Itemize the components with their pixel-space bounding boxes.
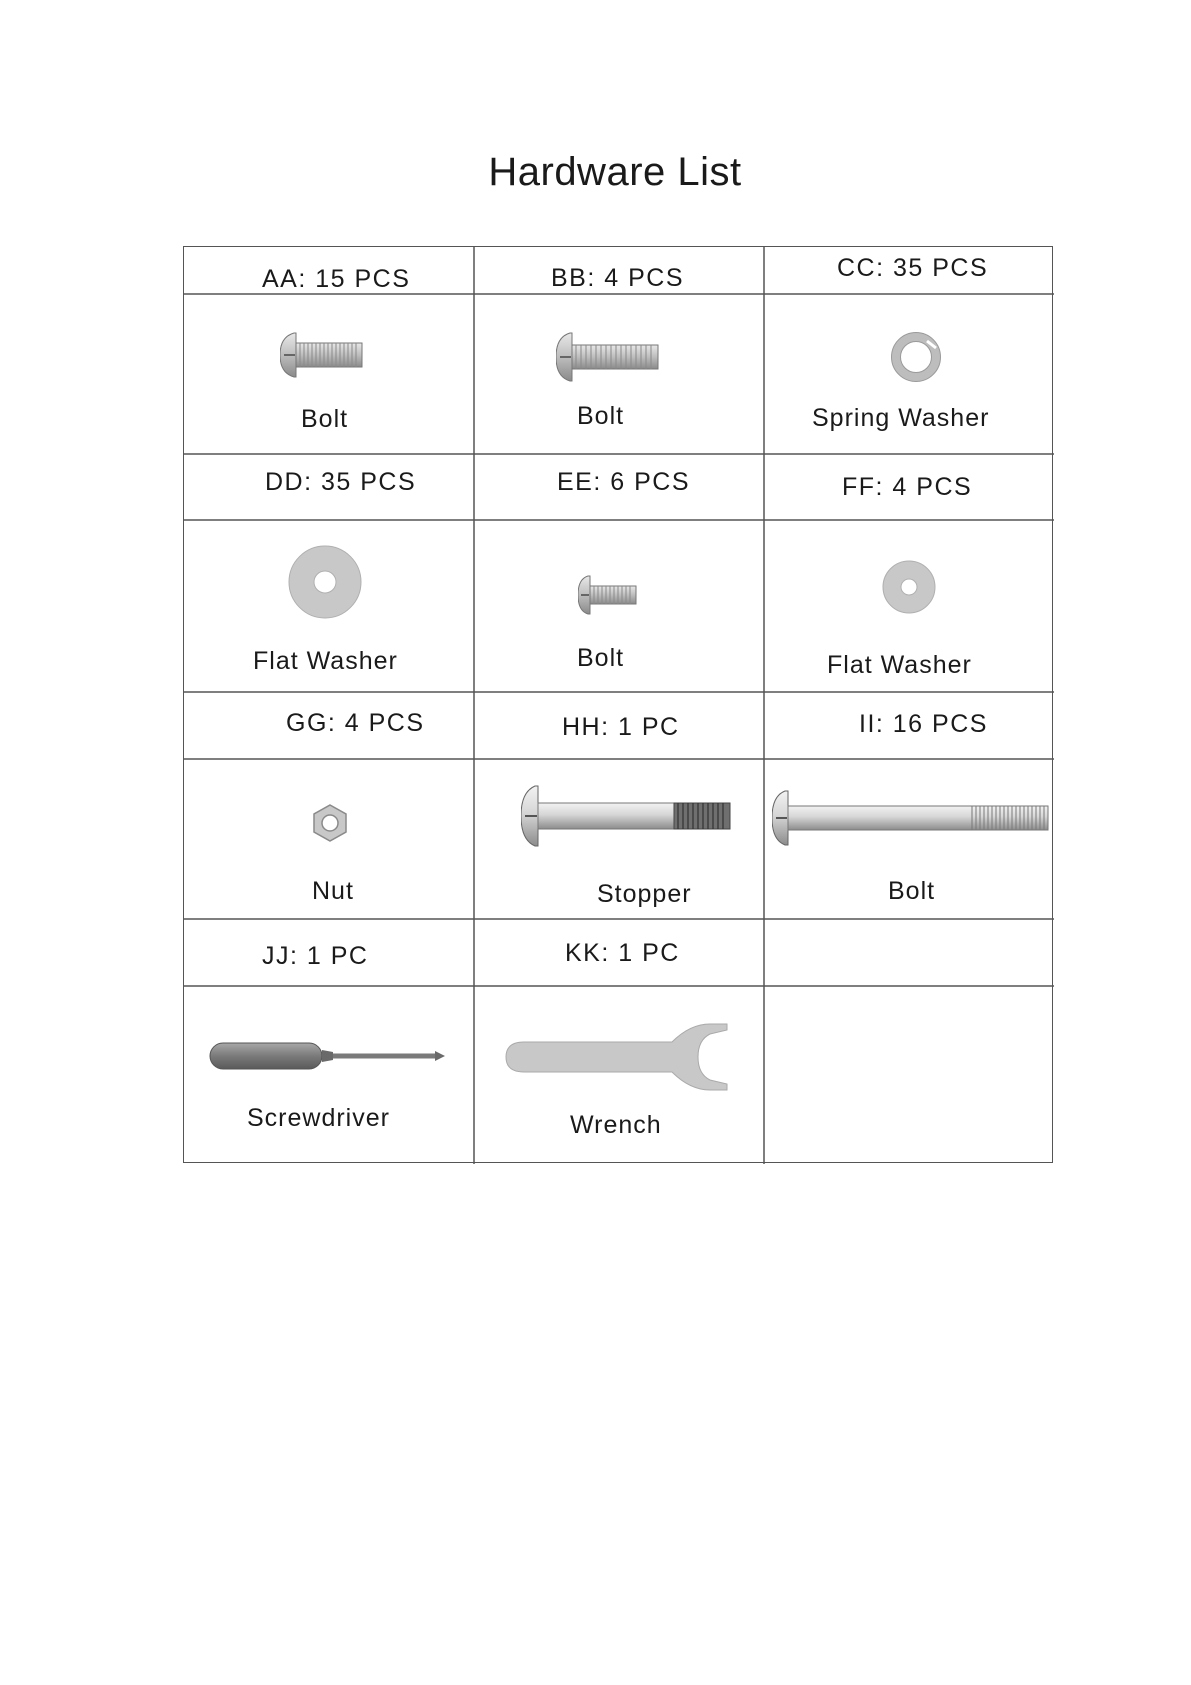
spring-washer-icon	[890, 331, 942, 388]
hardware-table	[183, 246, 1053, 1163]
item-code-cc: CC: 35 PCS	[837, 254, 989, 282]
item-name-jj: Screwdriver	[247, 1104, 390, 1132]
item-name-cc: Spring Washer	[812, 404, 990, 432]
item-code-jj: JJ: 1 PC	[262, 942, 369, 970]
item-code-dd: DD: 35 PCS	[265, 468, 417, 496]
item-name-ee: Bolt	[577, 644, 625, 672]
item-code-aa: AA: 15 PCS	[262, 265, 411, 293]
item-code-ii: II: 16 PCS	[859, 710, 988, 738]
bolt-icon	[556, 329, 660, 390]
item-code-ff: FF: 4 PCS	[842, 473, 973, 501]
item-name-dd: Flat Washer	[253, 647, 398, 675]
hex-nut-icon	[310, 803, 350, 848]
screwdriver-icon	[209, 1038, 447, 1079]
item-name-gg: Nut	[312, 877, 354, 905]
item-name-hh: Stopper	[597, 880, 692, 908]
short-bolt-icon	[280, 329, 364, 386]
item-name-kk: Wrench	[570, 1111, 662, 1139]
item-name-bb: Bolt	[577, 402, 625, 430]
item-code-ee: EE: 6 PCS	[557, 468, 690, 496]
stopper-bolt-icon	[521, 784, 733, 853]
item-name-aa: Bolt	[301, 405, 349, 433]
flat-washer-icon	[287, 544, 363, 625]
item-code-hh: HH: 1 PC	[562, 713, 680, 741]
item-code-bb: BB: 4 PCS	[551, 264, 684, 292]
long-bolt-icon	[772, 789, 1050, 852]
wrench-icon	[504, 1022, 729, 1097]
item-name-ff: Flat Washer	[827, 651, 972, 679]
item-code-gg: GG: 4 PCS	[286, 709, 425, 737]
page-title: Hardware List	[488, 150, 742, 194]
item-code-kk: KK: 1 PC	[565, 939, 680, 967]
small-flat-washer-icon	[881, 559, 937, 620]
item-name-ii: Bolt	[888, 877, 936, 905]
small-bolt-icon	[578, 573, 638, 622]
